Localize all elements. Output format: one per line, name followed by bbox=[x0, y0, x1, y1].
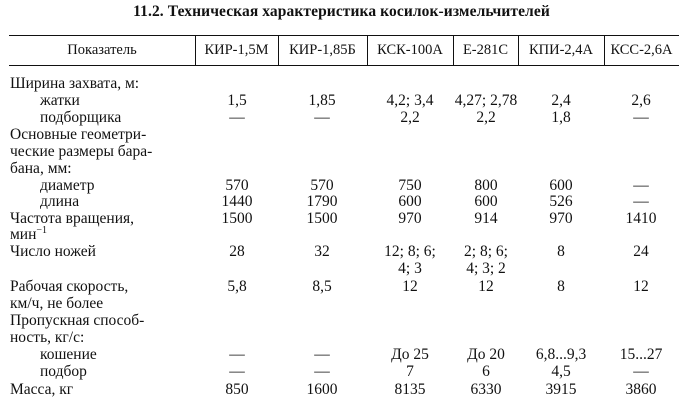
table-cell: 4,27; 2,78 bbox=[454, 92, 518, 109]
table-cell: 2; 8; 6; bbox=[464, 243, 508, 260]
table-cell: 2,6 bbox=[631, 92, 651, 109]
table-cell: 3915 bbox=[545, 381, 577, 398]
table-cell: — bbox=[633, 363, 649, 380]
header-parameter: Показатель bbox=[67, 42, 137, 58]
row-label bbox=[10, 161, 72, 177]
header-model: КИР-1,5М bbox=[204, 42, 269, 58]
table-cell: 600 bbox=[398, 193, 422, 210]
row-label bbox=[10, 227, 47, 243]
table-cell: 1500 bbox=[306, 210, 338, 227]
table-cell: — bbox=[314, 109, 330, 126]
table-cell: 12 bbox=[633, 278, 649, 295]
row-label bbox=[40, 194, 79, 210]
table-cell: 914 bbox=[474, 210, 498, 227]
header-model: КСК-100А bbox=[377, 42, 443, 58]
row-label-text: Масса, кг bbox=[10, 381, 74, 398]
table-cell: 1,85 bbox=[308, 92, 336, 109]
table-cell: 4,2; 3,4 bbox=[386, 92, 434, 109]
table-cell: — bbox=[229, 346, 245, 363]
table-cell: 1440 bbox=[221, 193, 253, 210]
table-cell: 1600 bbox=[306, 381, 338, 398]
row-label-text: Пропускная способ- bbox=[10, 312, 145, 329]
row-label-text: Рабочая скорость, bbox=[10, 278, 129, 295]
table-cell: 600 bbox=[474, 193, 498, 210]
table-cell: 12; 8; 6; bbox=[384, 243, 436, 260]
table-cell: 32 bbox=[314, 243, 330, 260]
table-cell: 1,5 bbox=[227, 92, 247, 109]
row-label-text: ческие размеры бара- bbox=[10, 143, 153, 160]
row-label bbox=[10, 244, 96, 260]
table-cell: 4; 3; 2 bbox=[466, 260, 506, 277]
table-cell: 7 bbox=[406, 363, 414, 380]
table-cell: 4; 3 bbox=[398, 260, 422, 277]
table-cell: 970 bbox=[549, 210, 573, 227]
row-label bbox=[10, 313, 144, 329]
table-cell: — bbox=[633, 177, 649, 194]
table-cell: 2,4 bbox=[551, 92, 571, 109]
table-cell: До 20 bbox=[467, 346, 505, 363]
table-cell: — bbox=[633, 193, 649, 210]
table-cell: 800 bbox=[474, 177, 498, 194]
row-label bbox=[40, 93, 80, 109]
row-label-text: км/ч, не более bbox=[10, 295, 104, 312]
table-cell: 6330 bbox=[470, 381, 502, 398]
table-cell: — bbox=[314, 346, 330, 363]
table-cell: 8 bbox=[557, 278, 565, 295]
table-cell: 15...27 bbox=[619, 346, 663, 363]
table-cell: 2,2 bbox=[400, 109, 420, 126]
table-cell: 2,2 bbox=[476, 109, 496, 126]
row-label-text: подборщика bbox=[40, 109, 122, 126]
row-label-text: подбор bbox=[40, 363, 87, 380]
row-label-text: Ширина захвата, м: bbox=[10, 75, 140, 92]
row-label-text: Частота вращения, bbox=[10, 210, 135, 227]
table-cell: 570 bbox=[225, 177, 249, 194]
row-label-text: диаметр bbox=[40, 177, 95, 194]
table-cell: 12 bbox=[402, 278, 418, 295]
table-cell: До 25 bbox=[391, 346, 429, 363]
row-label bbox=[10, 382, 73, 398]
row-label-text: ность, кг/с: bbox=[10, 329, 85, 346]
row-label bbox=[40, 347, 97, 363]
table-cell: 24 bbox=[633, 243, 649, 260]
row-label bbox=[10, 330, 84, 346]
row-label-text: Число ножей bbox=[10, 243, 96, 260]
table-cell: 12 bbox=[478, 278, 494, 295]
table-cell: — bbox=[314, 363, 330, 380]
table-cell: 750 bbox=[398, 177, 422, 194]
row-label-text: кошение bbox=[40, 346, 97, 363]
row-label bbox=[40, 178, 94, 194]
table-cell: 5,8 bbox=[227, 278, 247, 295]
row-label bbox=[10, 127, 146, 143]
row-label-text: жатки bbox=[40, 92, 80, 109]
table-cell: 6,8...9,3 bbox=[535, 346, 587, 363]
table-cell: 8,5 bbox=[312, 278, 332, 295]
row-label bbox=[10, 296, 103, 312]
row-label bbox=[40, 364, 87, 380]
header-model: Е-281С bbox=[462, 42, 509, 58]
table-cell: 850 bbox=[225, 381, 249, 398]
row-label-text: мин bbox=[10, 226, 37, 243]
table-cell: 1500 bbox=[221, 210, 253, 227]
table-cell: — bbox=[229, 109, 245, 126]
row-label-text: длина bbox=[40, 193, 80, 210]
header-model: КСС-2,6А bbox=[610, 42, 673, 58]
table-cell: 28 bbox=[229, 243, 245, 260]
table-cell: 3860 bbox=[625, 381, 657, 398]
row-label-text: Основные геометри- bbox=[10, 126, 147, 143]
table-cell: 526 bbox=[549, 193, 573, 210]
unit-superscript: −1 bbox=[36, 225, 48, 236]
row-label bbox=[10, 144, 152, 160]
row-label bbox=[10, 279, 128, 295]
row-label bbox=[40, 110, 121, 126]
table-cell: 8135 bbox=[394, 381, 426, 398]
row-label-text: бана, мм: bbox=[10, 160, 72, 177]
table-cell: 970 bbox=[398, 210, 422, 227]
table-cell: — bbox=[229, 363, 245, 380]
table-cell: 1,8 bbox=[551, 109, 571, 126]
table-cell: 600 bbox=[549, 177, 573, 194]
table-cell: 570 bbox=[310, 177, 334, 194]
header-model: КИР-1,85Б bbox=[289, 42, 356, 58]
table-cell: 8 bbox=[557, 243, 565, 260]
table-cell: 4,5 bbox=[551, 363, 571, 380]
row-label bbox=[10, 211, 134, 227]
table-cell: 1790 bbox=[306, 193, 338, 210]
header-model: КПИ-2,4А bbox=[528, 42, 594, 58]
row-label bbox=[10, 76, 139, 92]
table-title: 11.2. Техническая характеристика косилок-измельчителей bbox=[133, 3, 550, 20]
table-cell: 6 bbox=[482, 363, 490, 380]
table-cell: 1410 bbox=[625, 210, 657, 227]
table-cell: — bbox=[633, 109, 649, 126]
